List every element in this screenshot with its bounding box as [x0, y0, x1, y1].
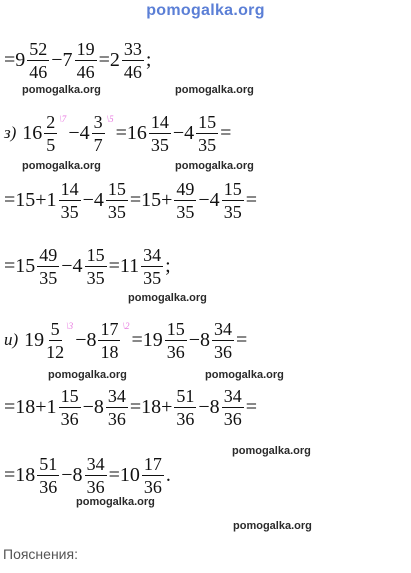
fraction	[106, 180, 128, 221]
denominator: 36	[60, 408, 79, 429]
math-text: =2	[98, 48, 120, 71]
denominator: 18	[100, 341, 119, 362]
watermark: pomogalka.org	[22, 84, 101, 96]
denominator: 35	[176, 201, 195, 222]
numerator: 52	[29, 38, 48, 59]
denominator: 36	[166, 341, 185, 362]
numerator: 2	[46, 111, 56, 132]
extra-multiplier: \7	[59, 114, 67, 124]
watermark: pomogalka.org	[22, 160, 101, 172]
math-text: =	[4, 48, 16, 71]
fraction	[174, 180, 196, 221]
math-text: =19	[131, 328, 163, 351]
denominator: 35	[143, 267, 162, 288]
math-text: ;	[145, 48, 152, 71]
numerator: 15	[166, 318, 185, 339]
math-text: −8	[198, 395, 220, 418]
denominator: 35	[86, 267, 105, 288]
math-line	[4, 320, 247, 360]
watermark: pomogalka.org	[128, 292, 207, 304]
math-text: =18+1	[4, 395, 57, 418]
numerator: 15	[107, 178, 126, 199]
denominator: 46	[123, 61, 142, 82]
math-text: −8	[61, 463, 83, 486]
math-text: −4	[68, 121, 90, 144]
denominator: 12	[46, 341, 65, 362]
math-text: −4	[61, 254, 83, 277]
numerator: 14	[150, 111, 169, 132]
math-line	[4, 387, 257, 427]
denominator: 35	[198, 134, 217, 155]
denominator: 35	[39, 267, 58, 288]
watermark: pomogalka.org	[76, 496, 155, 508]
denominator: 36	[143, 476, 162, 497]
math-line	[4, 455, 171, 495]
math-text: −4	[172, 121, 195, 144]
fraction	[37, 455, 59, 496]
math-text: =18	[4, 463, 36, 486]
numerator: 34	[223, 385, 242, 406]
denominator: 36	[176, 408, 195, 429]
watermark: pomogalka.org	[175, 160, 254, 172]
math-text: =	[245, 188, 257, 211]
math-text: =18+	[129, 395, 173, 418]
denominator: 36	[214, 341, 233, 362]
math-text: =15+	[129, 188, 173, 211]
numerator: 49	[176, 178, 195, 199]
fraction	[37, 246, 59, 287]
numerator: 15	[198, 111, 217, 132]
fraction	[106, 387, 128, 428]
denominator: 35	[107, 201, 126, 222]
watermark: pomogalka.org	[48, 369, 127, 381]
numerator: 34	[143, 244, 162, 265]
numerator: 51	[39, 453, 58, 474]
numerator: 51	[176, 385, 195, 406]
fraction	[174, 387, 196, 428]
math-text: −4	[82, 188, 104, 211]
fraction	[92, 113, 105, 154]
numerator: 34	[86, 453, 105, 474]
math-text: 9	[15, 48, 26, 71]
numerator: 34	[214, 318, 233, 339]
extra-multiplier: \2	[122, 321, 130, 331]
fraction	[141, 246, 163, 287]
site-watermark: pomogalka.org	[146, 2, 265, 19]
fraction	[85, 246, 107, 287]
denominator: 36	[39, 476, 58, 497]
math-text: =11	[108, 254, 140, 277]
task-label: и)	[4, 330, 19, 349]
fraction	[85, 455, 107, 496]
math-text: =	[236, 328, 248, 351]
fraction	[44, 113, 57, 154]
denominator: 36	[223, 408, 242, 429]
math-text: −8	[82, 395, 104, 418]
denominator: 35	[150, 134, 169, 155]
numerator: 19	[76, 38, 95, 59]
watermark: pomogalka.org	[232, 445, 311, 457]
math-line	[4, 113, 231, 153]
numerator: 5	[50, 318, 60, 339]
denominator: 7	[93, 134, 103, 155]
denominator: 46	[76, 61, 95, 82]
fraction	[122, 40, 144, 81]
numerator: 3	[93, 111, 103, 132]
fraction	[196, 113, 218, 154]
denominator: 36	[107, 408, 126, 429]
fraction	[165, 320, 187, 361]
watermark: pomogalka.org	[205, 369, 284, 381]
fraction	[222, 180, 244, 221]
math-line	[4, 40, 151, 80]
fraction	[222, 387, 244, 428]
denominator: 35	[60, 201, 79, 222]
numerator: 15	[223, 178, 242, 199]
math-text: −8	[188, 328, 211, 351]
math-text: .	[165, 463, 171, 486]
extra-multiplier: \5	[106, 114, 114, 124]
math-text: 19	[24, 328, 45, 351]
math-text: ;	[165, 254, 171, 277]
fraction	[212, 320, 234, 361]
math-text: =15	[4, 254, 36, 277]
denominator: 5	[46, 134, 56, 155]
math-text: =15+1	[4, 188, 57, 211]
numerator: 14	[60, 178, 79, 199]
fraction	[46, 320, 64, 361]
numerator: 49	[39, 244, 58, 265]
numerator: 15	[60, 385, 79, 406]
fraction	[75, 40, 97, 81]
explanations-label: Пояснения:	[3, 546, 78, 562]
numerator: 15	[86, 244, 105, 265]
math-text: −8	[75, 328, 97, 351]
fraction	[59, 387, 81, 428]
math-text: =	[245, 395, 257, 418]
task-label: з)	[4, 123, 17, 142]
watermark: pomogalka.org	[175, 84, 254, 96]
numerator: 17	[143, 453, 162, 474]
math-text: =16	[115, 121, 147, 144]
math-line	[4, 246, 171, 286]
denominator: 36	[86, 476, 105, 497]
fraction	[142, 455, 164, 496]
extra-multiplier: \3	[66, 321, 74, 331]
math-text: =10	[108, 463, 140, 486]
math-text: −7	[51, 48, 73, 71]
fraction	[59, 180, 81, 221]
math-text: =	[220, 121, 232, 144]
numerator: 33	[123, 38, 142, 59]
fraction	[149, 113, 171, 154]
fraction	[27, 40, 49, 81]
denominator: 46	[29, 61, 48, 82]
numerator: 34	[107, 385, 126, 406]
denominator: 35	[223, 201, 242, 222]
math-line	[4, 180, 257, 220]
fraction	[98, 320, 120, 361]
numerator: 17	[100, 318, 119, 339]
math-text: −4	[198, 188, 220, 211]
math-text: 16	[22, 121, 43, 144]
watermark: pomogalka.org	[233, 520, 312, 532]
